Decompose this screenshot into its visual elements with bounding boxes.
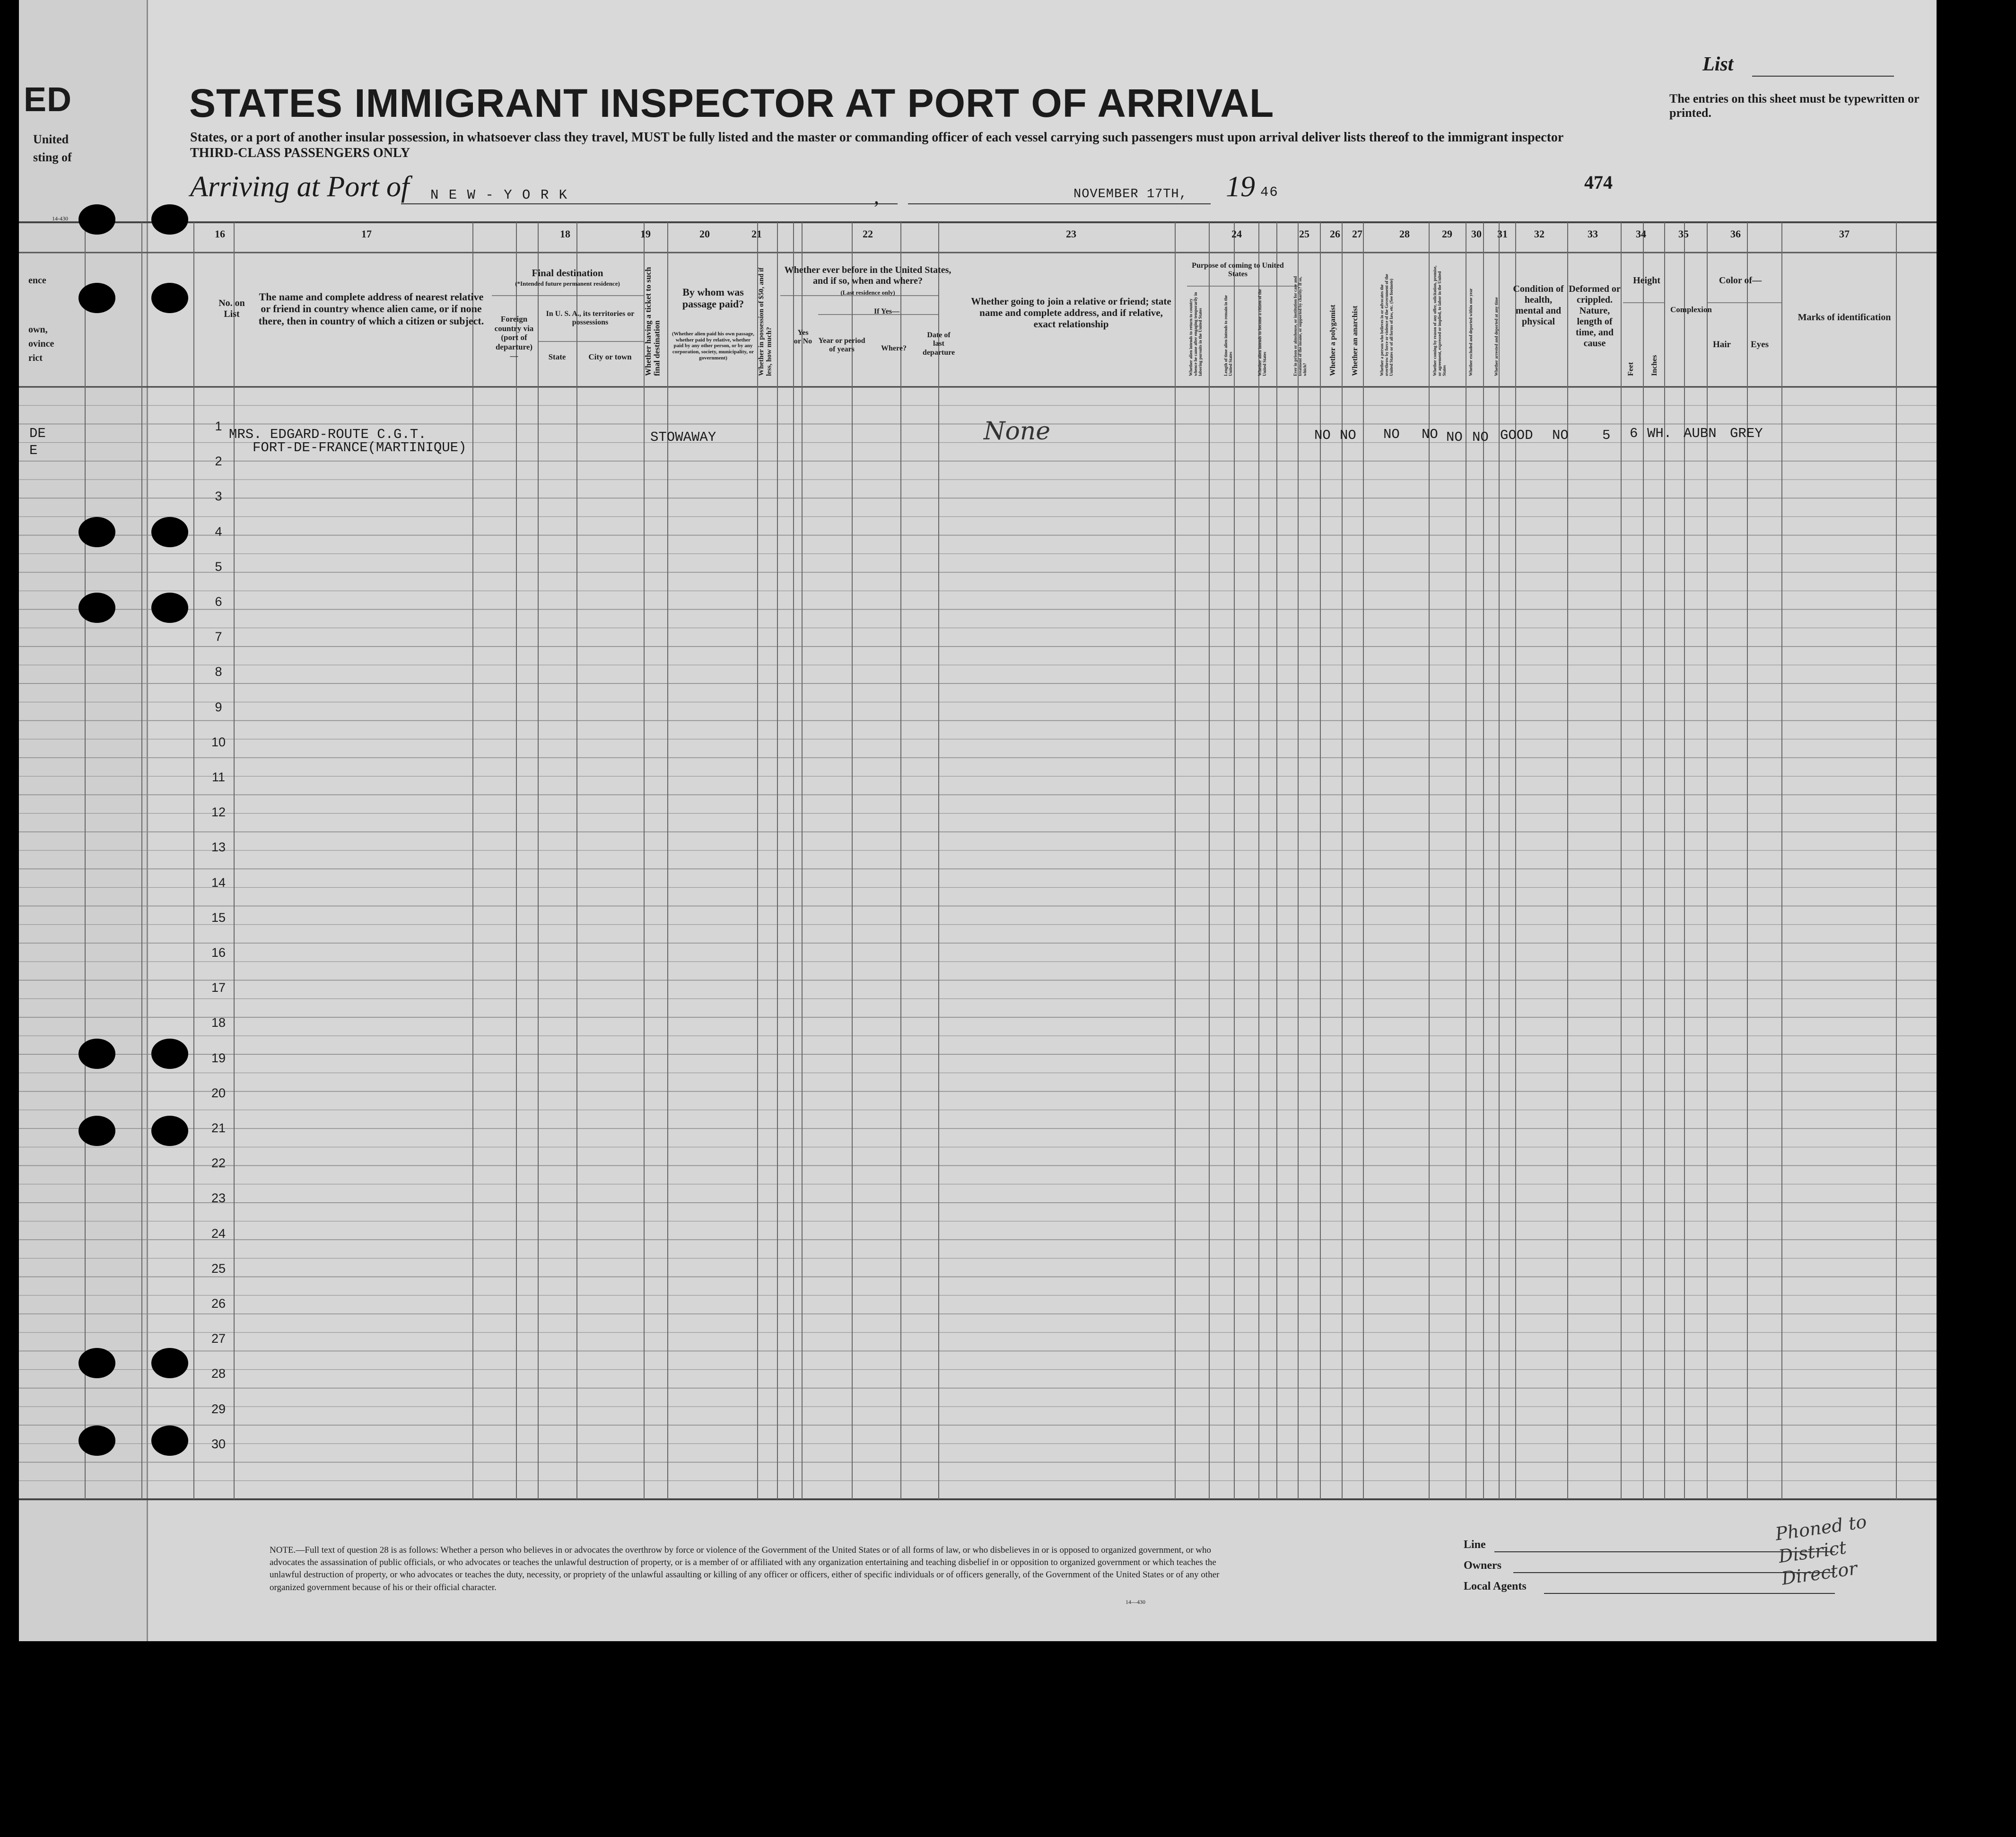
row-number: 23 bbox=[211, 1191, 226, 1206]
column-number: 27 bbox=[1352, 228, 1362, 240]
manifest-sheet bbox=[19, 0, 1937, 1641]
header-health: Condition of health, mental and physical bbox=[1513, 284, 1564, 327]
header-prison: Ever in prison or almshouse, or institution for care and treatment of the insane, or supported by charity? If so, which? bbox=[1293, 276, 1307, 376]
header-year-period: Year or period of years bbox=[818, 337, 865, 354]
left-fragment-entry: E bbox=[29, 443, 38, 458]
header-eyes: Eyes bbox=[1751, 340, 1769, 350]
punch-hole bbox=[79, 593, 115, 623]
punch-hole bbox=[151, 204, 188, 235]
column-number: 33 bbox=[1588, 228, 1598, 240]
row-number: 13 bbox=[211, 840, 226, 855]
header-purpose-a: Whether alien intends to return to country whence he came after engaging temporarily in laboring pursuits in the United States bbox=[1188, 292, 1203, 376]
entry-relative-line1: MRS. EDGARD-ROUTE C.G.T. bbox=[229, 427, 427, 442]
column-number: 16 bbox=[215, 228, 225, 240]
column-number: 35 bbox=[1678, 228, 1689, 240]
punch-hole bbox=[79, 283, 115, 313]
row-number: 18 bbox=[211, 1015, 226, 1030]
left-fragment-entry: DE bbox=[29, 426, 46, 441]
arriving-label: Arriving at Port of bbox=[190, 171, 410, 203]
header-state: State bbox=[548, 352, 566, 361]
column-number: 36 bbox=[1730, 228, 1741, 240]
row-number: 30 bbox=[211, 1436, 226, 1451]
punch-hole bbox=[151, 1348, 188, 1378]
entry-health: GOOD bbox=[1500, 428, 1533, 443]
date-value: NOVEMBER 17TH, bbox=[1073, 187, 1187, 201]
entry-q30: NO bbox=[1446, 429, 1463, 445]
row-number: 19 bbox=[211, 1050, 226, 1065]
punch-hole bbox=[151, 593, 188, 623]
punch-hole bbox=[79, 1039, 115, 1069]
column-number: 34 bbox=[1636, 228, 1646, 240]
column-number: 26 bbox=[1330, 228, 1340, 240]
row-number: 20 bbox=[211, 1085, 226, 1100]
row-number: 11 bbox=[211, 770, 226, 784]
row-number: 22 bbox=[211, 1156, 226, 1171]
punch-hole bbox=[79, 517, 115, 547]
header-purpose: Purpose of coming to United States bbox=[1192, 262, 1284, 279]
left-fragment-text: ence bbox=[28, 275, 46, 286]
punch-hole bbox=[79, 1426, 115, 1456]
form-code: 14—430 bbox=[1126, 1599, 1145, 1605]
entry-anarchist: NO bbox=[1340, 428, 1356, 443]
column-number: 24 bbox=[1231, 228, 1242, 240]
left-fragment-text: rict bbox=[28, 353, 43, 363]
header-no-on-list: No. on List bbox=[218, 298, 245, 319]
entry-q31: NO bbox=[1472, 429, 1489, 445]
row-number: 24 bbox=[211, 1226, 226, 1241]
punch-hole bbox=[151, 1039, 188, 1069]
header-final-destination-note: (*Intended future permanent residence) bbox=[515, 280, 620, 287]
row-number: 17 bbox=[211, 980, 226, 995]
header-feet: Feet bbox=[1627, 362, 1635, 376]
port-value: N E W - Y O R K bbox=[430, 187, 568, 203]
left-fragment-text: sting of bbox=[33, 150, 72, 164]
entry-passage-paid: STOWAWAY bbox=[650, 429, 716, 445]
column-number: 18 bbox=[560, 228, 570, 240]
agents-underline bbox=[1544, 1593, 1835, 1594]
header-city: City or town bbox=[588, 352, 632, 361]
header-if-yes: If Yes— bbox=[873, 307, 900, 315]
header-deformed: Deformed or crippled. Nature, length of time, and cause bbox=[1569, 284, 1621, 349]
form-grid bbox=[19, 0, 1937, 1641]
header-by-whom: By whom was passage paid? bbox=[682, 286, 744, 310]
row-number: 4 bbox=[215, 524, 222, 539]
header-marks: Marks of identification bbox=[1798, 312, 1891, 323]
row-number: 29 bbox=[211, 1401, 226, 1416]
header-q29: Whether coming by reason of any offer, solicitation, promise, or agreement, expressed or implied, to labor in the United States bbox=[1432, 265, 1447, 376]
entries-note: The entries on this sheet must be typewritten or printed. bbox=[1669, 92, 1920, 120]
entry-relative-line2: FORT-DE-FRANCE(MARTINIQUE) bbox=[253, 440, 467, 455]
header-foreign-country: Foreign country via (port of departure)— bbox=[494, 315, 534, 361]
row-number: 26 bbox=[211, 1296, 226, 1311]
header-q30: Whether excluded and deported within one year bbox=[1468, 288, 1473, 376]
entry-complexion: WH. bbox=[1647, 426, 1672, 441]
punch-hole bbox=[79, 204, 115, 235]
header-ever-before: Whether ever before in the United States, and if so, when and where? bbox=[784, 265, 951, 286]
entry-q28: NO bbox=[1383, 427, 1400, 442]
column-number: 37 bbox=[1839, 228, 1850, 240]
column-number: 32 bbox=[1534, 228, 1545, 240]
header-yes-or-no: Yes or No bbox=[794, 329, 812, 346]
line-label: Line bbox=[1464, 1539, 1486, 1551]
header-inches: Inches bbox=[1650, 355, 1658, 376]
footnote-q28: NOTE.—Full text of question 28 is as follows: Whether a person who believes in or advocates the overthrow by force or violence of the Government of the United States or of all forms of law, or who disbelieves in or is opposed to organized government, or who advocates the assassination of public officials, or who advocates or teaches the unlawful destruction of property, or is a member of or affiliated with any organization entertaining and teaching disbelief in or opposition to organized government or which teaches the unlawful destruction of property, or who advocates or teaches the duty, necessity, or propriety of the unlawful assaulting or killing of any officer or officers, either of specific individuals or of officers generally, of the Government of the United States or of any other organized government because of his or their official character. bbox=[270, 1545, 1220, 1592]
header-joining: Whether going to join a relative or friend; state name and complete address, and if relative, exact relationship bbox=[971, 296, 1171, 330]
header-purpose-c: Whether alien intends to become a citizen of the United States bbox=[1257, 289, 1267, 376]
row-number: 5 bbox=[215, 559, 222, 574]
punch-hole bbox=[79, 1348, 115, 1378]
header-possession: Whether in possession of $50, and if less, how much? bbox=[758, 267, 773, 376]
header-last-residence: (Last residence only) bbox=[840, 289, 895, 296]
column-number: 28 bbox=[1399, 228, 1410, 240]
row-number: 8 bbox=[215, 665, 222, 679]
column-number: 19 bbox=[640, 228, 651, 240]
header-date-last: Date of last departure bbox=[922, 331, 955, 357]
entry-joining-handwritten: None bbox=[984, 417, 1051, 446]
entry-feet: 5 bbox=[1602, 428, 1611, 443]
header-hair: Hair bbox=[1713, 340, 1731, 350]
row-number: 28 bbox=[211, 1366, 226, 1381]
punch-hole bbox=[151, 283, 188, 313]
column-number: 22 bbox=[863, 228, 873, 240]
row-number: 10 bbox=[211, 735, 226, 749]
left-fragment-title: ED bbox=[24, 81, 72, 119]
column-number: 29 bbox=[1442, 228, 1452, 240]
page-number: 474 bbox=[1584, 172, 1613, 193]
row-number: 1 bbox=[215, 419, 222, 433]
row-number: 15 bbox=[211, 910, 226, 925]
row-number: 3 bbox=[215, 489, 222, 504]
page-subtitle: States, or a port of another insular possession, in whatsoever class they travel, MUST be fully listed and the master or commanding officer of each vessel carrying such passengers must upon arrival deliver lists thereof to the immigrant inspector bbox=[190, 130, 1564, 145]
header-final-destination: Final destination bbox=[532, 267, 603, 279]
row-number: 21 bbox=[211, 1121, 226, 1135]
column-number: 21 bbox=[751, 228, 762, 240]
punch-hole bbox=[151, 1116, 188, 1146]
header-color-of: Color of— bbox=[1719, 275, 1762, 286]
column-number: 25 bbox=[1299, 228, 1309, 240]
header-by-whom-note: (Whether alien paid his own passage, whether paid by relative, whether paid by any other person, or by any corporation, society, municipality, or government) bbox=[672, 331, 754, 361]
list-label: List bbox=[1702, 53, 1734, 75]
punch-hole bbox=[79, 1116, 115, 1146]
date-underline bbox=[908, 203, 1211, 204]
list-underline bbox=[1752, 76, 1894, 77]
header-relative: The name and complete address of nearest relative or friend in country whence alien came, or if none there, then in country of which a citizen or subject. bbox=[258, 291, 484, 327]
row-number: 25 bbox=[211, 1261, 226, 1276]
header-where: Where? bbox=[881, 344, 907, 352]
header-ticket: Whether having a ticket to such final destination bbox=[644, 267, 662, 376]
comma-separator: , bbox=[874, 185, 879, 208]
handwritten-note: Phoned to District Director bbox=[1774, 1511, 1868, 1589]
punch-hole bbox=[151, 1426, 188, 1456]
header-q31: Whether arrested and deported at any time bbox=[1494, 297, 1499, 376]
row-number: 6 bbox=[215, 595, 222, 609]
form-code-top: 14-430 bbox=[52, 215, 68, 222]
row-number: 7 bbox=[215, 630, 222, 644]
column-number: 30 bbox=[1471, 228, 1482, 240]
left-fragment-text: United bbox=[33, 132, 69, 146]
punch-hole bbox=[151, 517, 188, 547]
column-number: 23 bbox=[1066, 228, 1076, 240]
row-number: 27 bbox=[211, 1331, 226, 1346]
row-number: 2 bbox=[215, 454, 222, 469]
left-fragment-text: own, bbox=[28, 324, 48, 335]
year-suffix: 46 bbox=[1260, 184, 1279, 200]
entry-inches: 6 bbox=[1630, 426, 1638, 441]
header-polygamist: Whether a polygamist bbox=[1329, 305, 1337, 376]
column-number: 31 bbox=[1497, 228, 1508, 240]
entry-hair: AUBN bbox=[1684, 426, 1717, 441]
page-title: STATES IMMIGRANT INSPECTOR AT PORT OF ARRIVAL bbox=[189, 81, 1274, 125]
header-complexion: Complexion bbox=[1670, 305, 1712, 314]
column-number: 20 bbox=[699, 228, 710, 240]
owners-label: Owners bbox=[1464, 1559, 1501, 1572]
row-number: 14 bbox=[211, 875, 226, 890]
row-number: 16 bbox=[211, 945, 226, 960]
header-anarchist: Whether an anarchist bbox=[1351, 306, 1359, 376]
entry-q29: NO bbox=[1422, 427, 1438, 442]
year-prefix: 19 bbox=[1226, 171, 1255, 203]
row-number: 9 bbox=[215, 700, 222, 714]
column-number: 17 bbox=[361, 228, 372, 240]
row-number: 12 bbox=[211, 805, 226, 820]
header-purpose-b: Length of time alien intends to remain in the United States bbox=[1223, 295, 1233, 376]
agents-label: Local Agents bbox=[1464, 1580, 1527, 1592]
header-q28: Whether a person who believes in or advocates the overthrow by force or violence of the Government of the United States or of all forms of law, etc. (See footnote) bbox=[1379, 274, 1394, 376]
class-line: THIRD-CLASS PASSENGERS ONLY bbox=[190, 146, 410, 160]
entry-eyes: GREY bbox=[1730, 426, 1763, 441]
port-underline bbox=[401, 203, 898, 204]
header-usa: In U. S. A., its territories or possessions bbox=[546, 310, 635, 327]
entry-polygamist: NO bbox=[1314, 428, 1331, 443]
entry-deformed: NO bbox=[1552, 428, 1569, 443]
header-height: Height bbox=[1633, 275, 1660, 286]
left-fragment-text: ovince bbox=[28, 339, 54, 349]
